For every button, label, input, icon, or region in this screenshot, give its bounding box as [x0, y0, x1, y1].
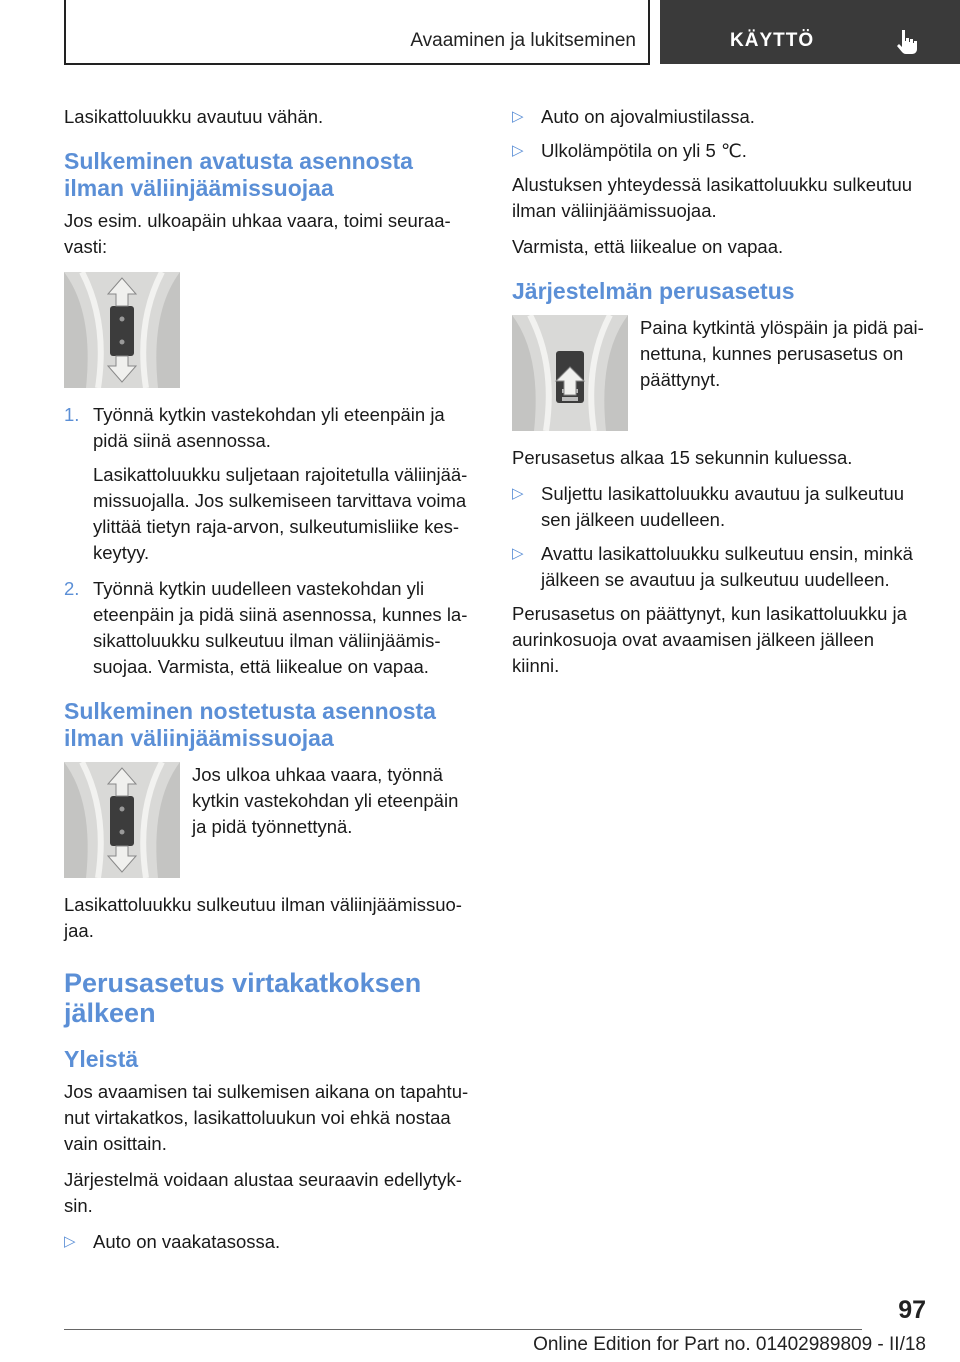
bullet-item: [512, 104, 924, 130]
bullet-text: Avattu lasikattoluukku sulkeutuu ensin, minkä jälkeen se avautuu ja sulkeutuu uudelleen.: [541, 543, 913, 590]
roof-switch-illustration: [64, 762, 180, 878]
footer-rule: [64, 1329, 862, 1330]
heading-system-setting: Järjestelmän perusasetus: [512, 278, 795, 304]
roof-switch-illustration: [64, 272, 180, 388]
bullet-triangle-icon: ▷: [512, 545, 524, 562]
step-1: [64, 402, 476, 566]
page-number: 97: [898, 1296, 926, 1324]
bullet-text: Suljettu lasikattoluukku avautuu ja sulkeutuu sen jälkeen uudelleen.: [541, 483, 905, 530]
bullet-item: [512, 138, 924, 164]
bullet-text: Auto on ajovalmiustilassa.: [541, 106, 755, 127]
step-note: Lasikattoluukku suljetaan rajoitetulla väliinjää-missuojalla. Jos sulkemiseen tarvittava voima ylittää tietyn raja-arvon, sulkeutumisliike kes-keytyy.: [93, 464, 468, 563]
system-setting-block: [512, 315, 924, 431]
bullet-triangle-icon: ▷: [512, 142, 524, 159]
heading-general: Yleistä: [64, 1046, 139, 1072]
paragraph-general-2: Järjestelmä voidaan alustaa seuraavin edellytyk-sin.: [64, 1169, 462, 1216]
paragraph-general-1: Jos avaamisen tai sulkemisen aikana on tapahtu-nut virtakatkos, lasikattoluukun voi ehkä nostaa vain osittain.: [64, 1081, 469, 1154]
step-text: Työnnä kytkin vastekohdan yli eteenpäin ja pidä siinä asennossa.: [93, 404, 445, 451]
heading-close-raised: Sulkeminen nostetusta asennosta ilman väliinjäämissuojaa: [64, 698, 436, 751]
bullet-item: [512, 541, 924, 593]
paragraph-start: Perusasetus alkaa 15 sekunnin kuluessa.: [512, 447, 853, 468]
heading-close-tilt: Sulkeminen avatusta asennosta ilman väliinjäämissuojaa: [64, 148, 413, 201]
footer-edition: Online Edition for Part no. 01402989809 - II/18: [533, 1334, 926, 1355]
heading-basic-setting: Perusasetus virtakatkoksen jälkeen: [64, 968, 422, 1028]
intro-text: Lasikattoluukku avautuu vähän.: [64, 106, 324, 127]
right-column: [512, 104, 924, 689]
step-text: Työnnä kytkin uudelleen vastekohdan yli eteenpäin ja pidä siinä asennossa, kunnes la-sikattoluukku sulkeutuu ilman väliinjäämis-suojaa. Varmista, että liikealue on vapaa.: [93, 578, 468, 677]
bullet-item: [64, 1229, 476, 1255]
step-number: 2.: [64, 578, 80, 599]
paragraph-clear-area: Varmista, että liikealue on vapaa.: [512, 236, 784, 257]
bullet-text: Auto on vaakatasossa.: [93, 1231, 281, 1252]
bullet-triangle-icon: ▷: [512, 108, 524, 125]
paragraph-finished: Perusasetus on päättynyt, kun lasikattoluukku ja aurinkosuoja ovat avaamisen jälkeen jälleen kiinni.: [512, 603, 907, 676]
section-title: Avaaminen ja lukitseminen: [410, 30, 636, 51]
paragraph-close-tilt: Jos esim. ulkoapäin uhkaa vaara, toimi seuraa-vasti:: [64, 210, 451, 257]
step-2: [64, 576, 476, 680]
bullet-text: Ulkolämpötila on yli 5 ℃.: [541, 140, 747, 161]
close-raised-block: [64, 762, 476, 878]
header-rule-left: [64, 0, 66, 64]
bullet-triangle-icon: ▷: [512, 485, 524, 502]
bullet-triangle-icon: ▷: [64, 1233, 76, 1250]
chapter-tab-label: KÄYTTÖ: [730, 30, 815, 51]
roof-switch-press-up-illustration: [512, 315, 628, 431]
step-number: 1.: [64, 404, 80, 425]
pointing-hand-icon: [893, 28, 921, 56]
paragraph-close-raised: Jos ulkoa uhkaa vaara, työnnä kytkin vastekohdan yli eteenpäin ja pidä työnnettynä.: [192, 764, 459, 837]
paragraph-system-setting: Paina kytkintä ylöspäin ja pidä pai-nettuna, kunnes perusasetus on päättynyt.: [640, 317, 924, 390]
header-rule-right: [648, 0, 650, 64]
bullet-item: [512, 481, 924, 533]
paragraph-init: Alustuksen yhteydessä lasikattoluukku sulkeutuu ilman väliinjäämissuojaa.: [512, 174, 913, 221]
left-column: [64, 104, 476, 1263]
paragraph-after-raised: Lasikattoluukku sulkeutuu ilman väliinjäämissuo-jaa.: [64, 894, 462, 941]
header-rule-bottom: [64, 63, 650, 65]
